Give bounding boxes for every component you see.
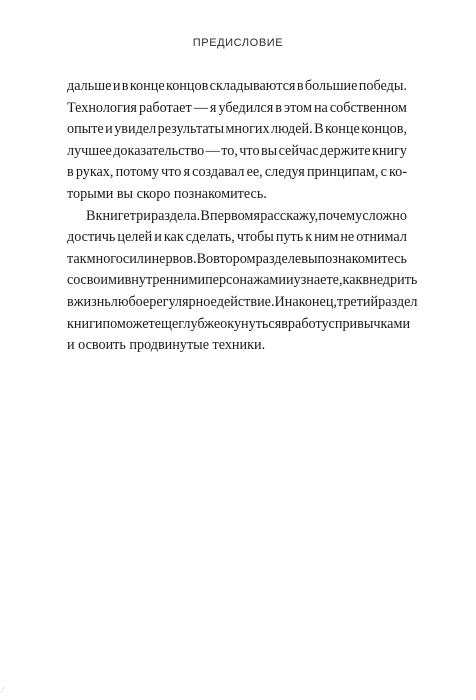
word: еще (154, 315, 179, 332)
word: лучшее (67, 142, 112, 159)
word: раздела. (151, 207, 201, 224)
word: увидел (114, 121, 157, 138)
word: складываются (209, 78, 296, 94)
word: почему (318, 207, 363, 224)
word: втором (213, 250, 256, 267)
text-line (67, 162, 407, 184)
word: разделе (255, 250, 302, 267)
text-line (67, 314, 411, 336)
word: работу (287, 315, 329, 332)
word: в (275, 99, 282, 116)
word: сложно (362, 207, 407, 224)
word: доказательство (113, 142, 205, 159)
word: привычками (334, 315, 411, 332)
word: своими (80, 272, 125, 289)
word: к (305, 229, 313, 246)
word: в (121, 78, 129, 94)
word: отнимал (356, 229, 407, 246)
word: окунуться (220, 315, 282, 332)
text-line (67, 119, 407, 141)
word: регулярное (149, 293, 217, 310)
text-line (67, 227, 407, 249)
word: персонажами (205, 272, 286, 289)
page-corner-mark: ⁄ (2, 686, 4, 696)
word: и (154, 229, 162, 246)
word: победы. (358, 78, 407, 94)
word: на (313, 99, 328, 116)
word: достичь (67, 229, 116, 246)
word: И (274, 293, 285, 310)
running-header: ПРЕДИСЛОВИЕ (192, 37, 284, 49)
word: как (163, 229, 184, 246)
text-line (67, 206, 407, 228)
word: раздел (378, 293, 418, 310)
word: с (328, 315, 335, 332)
word: — (205, 142, 220, 159)
word: любое (110, 293, 150, 310)
word: с (380, 164, 387, 181)
word: людей. (271, 121, 313, 138)
word: большие (304, 78, 358, 94)
word: вы (260, 142, 278, 159)
word: я (183, 164, 191, 181)
word: следуя (264, 164, 305, 181)
word: и (112, 78, 121, 94)
line-text: торыми вы скоро познакомитесь. (67, 185, 267, 202)
body-text (67, 76, 418, 357)
word: я (253, 207, 261, 224)
word: три (129, 207, 151, 224)
text-line (67, 249, 407, 271)
word: В (86, 207, 96, 224)
paragraph-2 (67, 206, 418, 357)
word: принципам, (306, 164, 379, 181)
word: и (286, 272, 294, 289)
word: концов (166, 78, 209, 94)
word: и (143, 250, 152, 267)
word: как (342, 272, 363, 289)
word: сил (122, 250, 144, 267)
word: первом (209, 207, 254, 224)
paragraph-1 (67, 76, 407, 206)
word: много (86, 250, 123, 267)
word: что (161, 164, 182, 181)
text-line (67, 141, 407, 163)
word: руках, (75, 164, 114, 181)
word: познакомитесь (317, 250, 407, 267)
word: расскажу, (260, 207, 319, 224)
word: глубже (178, 315, 221, 332)
word: действие. (216, 293, 275, 310)
word: собственном (329, 99, 407, 116)
word: я (209, 99, 217, 116)
word: книги (67, 315, 103, 332)
word: В (314, 121, 324, 138)
word: сейчас (278, 142, 319, 159)
word: жизнь (73, 293, 111, 310)
word: внутренними (124, 272, 206, 289)
text-line (67, 76, 407, 98)
word: сделать, (185, 229, 235, 246)
word: путь (275, 229, 304, 246)
word: книгу (371, 142, 407, 159)
word: опыте (67, 121, 104, 138)
word: так (67, 250, 87, 267)
text-line (67, 335, 407, 357)
word: работает (138, 99, 192, 116)
word: чтобы (236, 229, 274, 246)
word: держите (320, 142, 371, 159)
word: нервов. (151, 250, 197, 267)
word: что (239, 142, 260, 159)
word: Во (196, 250, 214, 267)
word: ко- (389, 164, 407, 181)
word: этом (284, 99, 312, 116)
word: вы (301, 250, 318, 267)
word: поможет (102, 315, 155, 332)
word: убедился (218, 99, 274, 116)
word: потому (115, 164, 159, 181)
word: В (200, 207, 210, 224)
word: не (340, 229, 355, 246)
word: со (67, 272, 81, 289)
word: целей (117, 229, 153, 246)
word: в (67, 293, 74, 310)
word: то, (221, 142, 238, 159)
word: ее, (246, 164, 263, 181)
word: результаты (157, 121, 224, 138)
text-line (67, 292, 418, 314)
word: конце (129, 78, 165, 94)
text-line (67, 270, 418, 292)
word: концов, (361, 121, 407, 138)
word: наконец, (284, 293, 337, 310)
text-line (67, 184, 407, 206)
text-line (67, 98, 407, 120)
word: многих (225, 121, 270, 138)
word: в (296, 78, 304, 94)
word: дальше (67, 78, 112, 94)
word: ним (314, 229, 339, 246)
word: в (281, 315, 288, 332)
word: внедрить (362, 272, 418, 289)
word: создавал (192, 164, 245, 181)
word: Технология (67, 99, 137, 116)
word: — (193, 99, 208, 116)
word: конце (325, 121, 360, 138)
line-text: и освоить продвинутые техники. (67, 337, 266, 354)
word: узнаете, (293, 272, 343, 289)
word: книге (95, 207, 130, 224)
word: в (67, 164, 74, 181)
word: третий (336, 293, 379, 310)
word: и (105, 121, 113, 138)
